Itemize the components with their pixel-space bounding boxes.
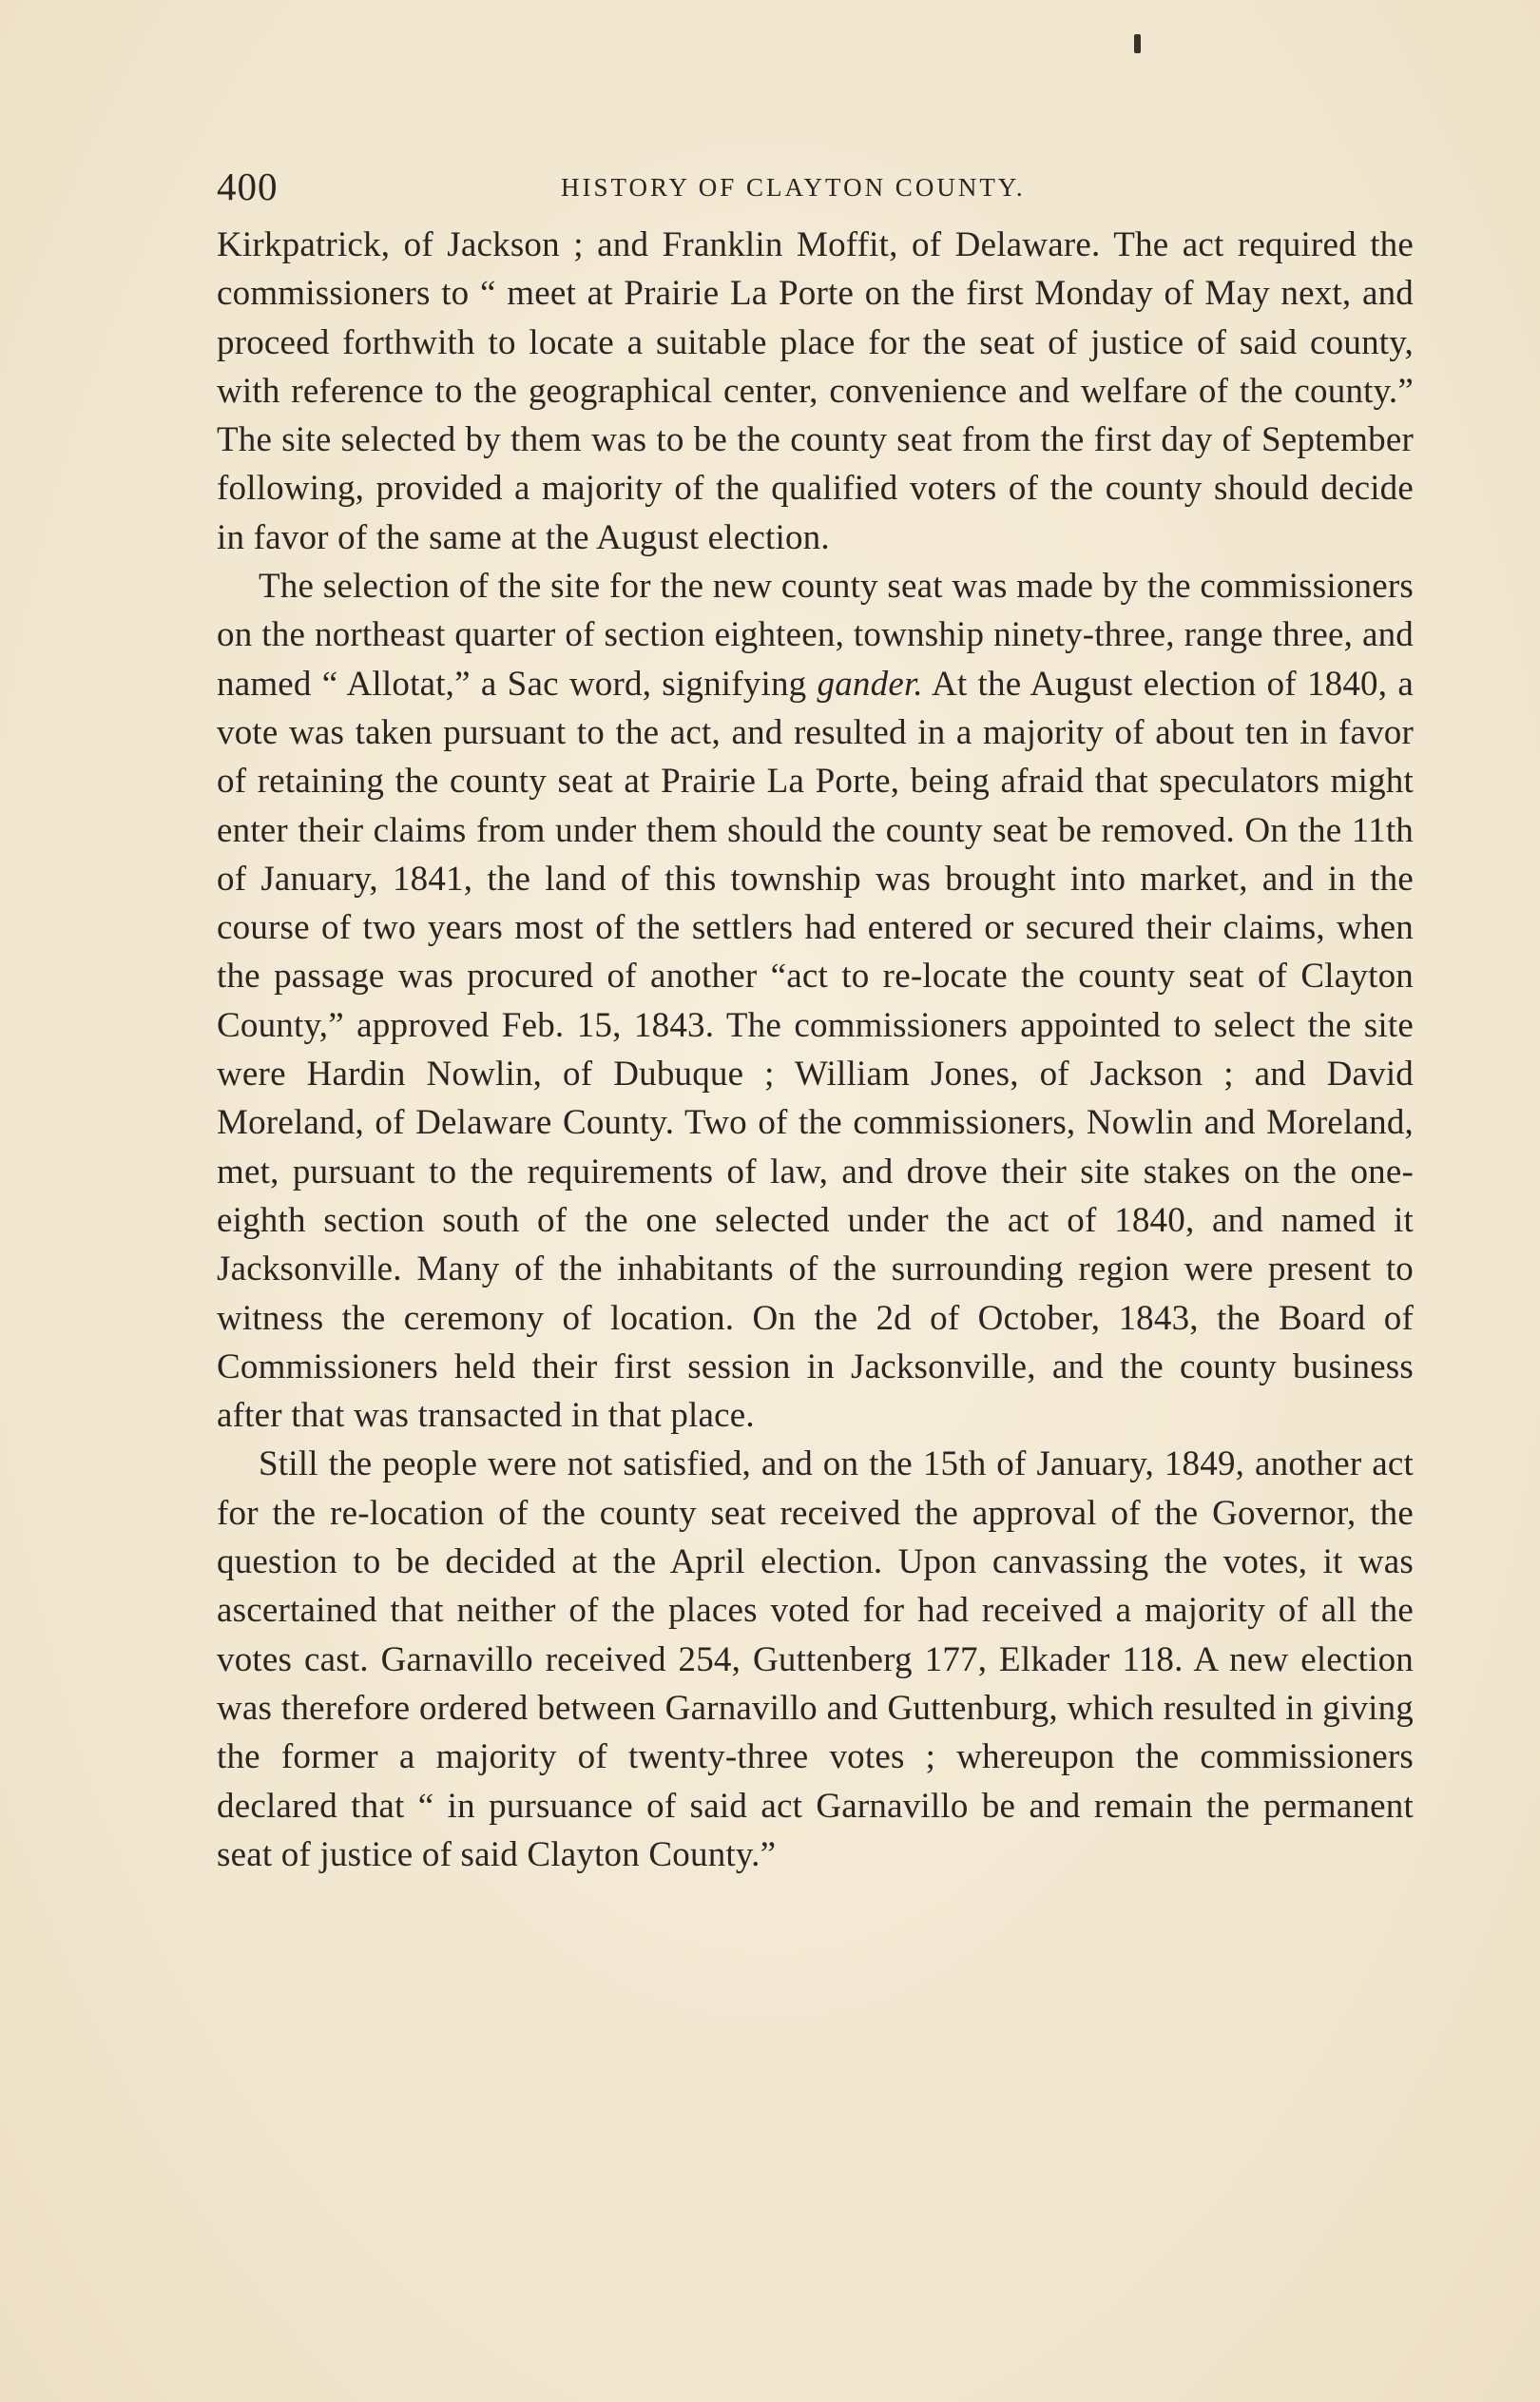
paragraph-3: Still the people were not satisfied, and on the 15th of January, 1849, another act for the re-location of the county seat received the approval of the Governor, the question to be decided at the April election. Upon canvassing the votes, it was ascertained that neither of the places voted for had received a majority of all the votes cast. Garnavillo received 254, Guttenberg 177, Elkader 118. A new election was therefore ordered between Garnavillo and Guttenburg, which resulted in giving the former a majority of twenty-three votes ; whereupon the commissioners declared that “ in pursuance of said act Garnavillo be and remain the permanent seat of justice of said Clayton County.” bbox=[217, 1444, 1414, 1874]
body-text bbox=[217, 221, 1414, 1879]
paragraph-2-text-before: The selection of the site for the new county seat was made by the commissioners on the northeast quarter of section eighteen, township ninety-three, range three, and named “ Allotat,” a Sac word, signifying bbox=[217, 567, 1414, 704]
paragraph-2-italic-word: gander. bbox=[817, 664, 923, 704]
printer-mark bbox=[1134, 34, 1141, 53]
page-number: 400 bbox=[217, 165, 279, 208]
paragraph-1: Kirkpatrick, of Jackson ; and Franklin Moffit, of Delaware. The act required the commissioners to “ meet at Prairie La Porte on the first Monday of May next, and proceed forthwith to locate a suitable place for the seat of justice of said county, with reference to the geographical center, convenience and welfare of the county.” The site selected by them was to be the county seat from the first day of September following, provided a majority of the qualified voters of the county should decide in favor of the same at the August election. bbox=[217, 225, 1414, 557]
running-title: HISTORY OF CLAYTON COUNTY. bbox=[561, 173, 1026, 202]
paragraph-2 bbox=[217, 562, 1414, 1440]
paragraph-2-text-after: At the August election of 1840, a vote was taken pursuant to the act, and resulted in a majority of about ten in favor of retaining the county seat at Prairie La Porte, being afraid that speculators might enter their claims from under them should the county seat be removed. On the 11th of January, 1841, the land of this township was brought into market, and in the course of two years most of the settlers had entered or secured their claims, when the passage was procured of another “act to re-locate the county seat of Clayton County,” approved Feb. 15, 1843. The commissioners appointed to select the site were Hardin Nowlin, of Dubuque ; William Jones, of Jackson ; and David Moreland, of Delaware County. Two of the commissioners, Nowlin and Moreland, met, pursuant to the requirements of law, and drove their site stakes on the one-eighth section south of the one selected under the act of 1840, and named it Jacksonville. Many of the inhabitants of the surrounding region were present to witness the ceremony of location. On the 2d of October, 1843, the Board of Commissioners held their first session in Jacksonville, and the county business after that was transacted in that place. bbox=[217, 664, 1414, 1436]
page-header bbox=[217, 164, 1414, 211]
